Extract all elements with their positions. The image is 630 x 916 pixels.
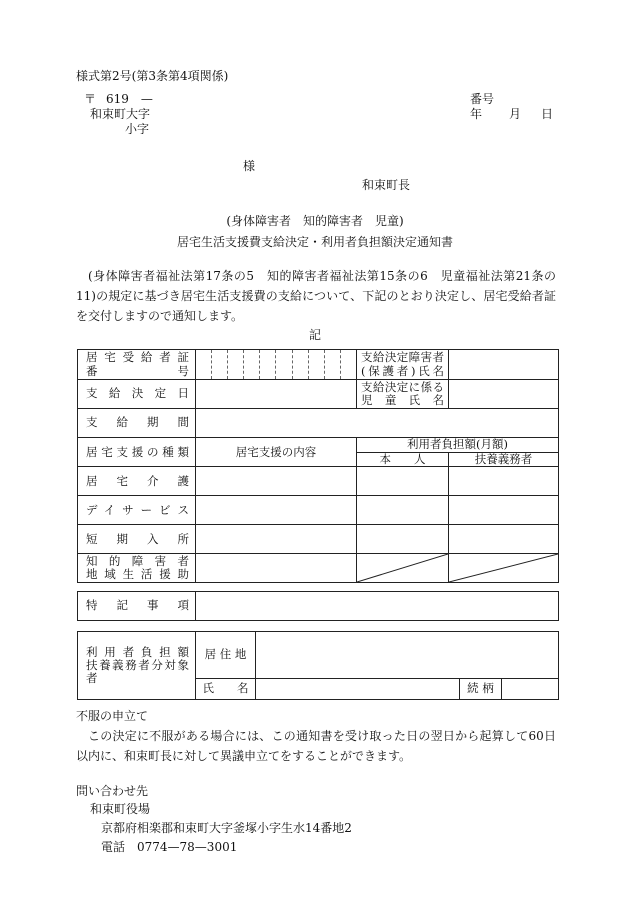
form-id: 様式第2号(第3条第4項関係) xyxy=(76,69,229,83)
row-group-home: 知的障害者 地域生活援助 xyxy=(78,554,196,583)
decision-table xyxy=(77,349,559,583)
month-label: 月 xyxy=(509,107,522,121)
contact-address: 京都府相楽郡和束町大字釜塚小字生水14番地2 xyxy=(101,821,352,835)
relation-field[interactable] xyxy=(502,679,559,700)
year-label: 年 xyxy=(470,107,483,121)
day-service-supporter[interactable] xyxy=(449,496,559,525)
contact-phone: 電話 0774—78—3001 xyxy=(101,840,238,854)
table-row xyxy=(78,496,559,525)
contact-heading: 問い合わせ先 xyxy=(76,784,149,798)
row-day-service: デイサービス xyxy=(78,496,196,525)
cert-number-boxes[interactable] xyxy=(196,350,357,380)
name-label: 氏 名 xyxy=(196,679,256,700)
appeal-heading: 不服の申立て xyxy=(76,709,149,723)
supporter-table xyxy=(77,631,559,700)
postal-code: 619 — xyxy=(106,92,153,106)
table-row xyxy=(78,438,559,453)
day-label: 日 xyxy=(541,107,554,121)
home-care-supporter[interactable] xyxy=(449,467,559,496)
table-row xyxy=(78,350,559,380)
table-row xyxy=(78,554,559,583)
support-content-header: 居宅支援の内容 xyxy=(196,438,357,467)
residence-label: 居 住 地 xyxy=(196,632,256,679)
burden-header: 利用者負担額(月額) xyxy=(357,438,559,453)
day-service-content[interactable] xyxy=(196,496,357,525)
table-row xyxy=(78,467,559,496)
period-field[interactable] xyxy=(196,409,559,438)
title-line-1: (身体障害者 知的障害者 児童) xyxy=(226,214,404,228)
number-label: 番号 xyxy=(470,92,495,106)
postal-mark: 〒 xyxy=(84,92,97,106)
table-row xyxy=(78,409,559,438)
row-home-care: 居宅介護 xyxy=(78,467,196,496)
child-name-label: 支給決定に係る 児童氏名 xyxy=(357,380,449,409)
day-service-self[interactable] xyxy=(357,496,449,525)
notes-field[interactable] xyxy=(196,592,559,621)
guardian-label: 支給決定障害者 (保護者)氏名 xyxy=(357,350,449,380)
name-field[interactable] xyxy=(256,679,460,700)
home-care-self[interactable] xyxy=(357,467,449,496)
cert-number-label: 居宅受給者証 番号 xyxy=(78,350,196,380)
row-short-stay: 短期入所 xyxy=(78,525,196,554)
table-row xyxy=(78,525,559,554)
issuer: 和束町長 xyxy=(362,178,411,192)
short-stay-content[interactable] xyxy=(196,525,357,554)
supporter-header: 扶養義務者 xyxy=(449,453,559,467)
address-line-2: 小字 xyxy=(125,122,150,136)
notes-label: 特記事項 xyxy=(78,592,196,621)
guardian-name-field[interactable] xyxy=(449,350,559,380)
short-stay-self[interactable] xyxy=(357,525,449,554)
notes-table xyxy=(77,591,559,621)
home-care-content[interactable] xyxy=(196,467,357,496)
supporter-label: 利用者負担額 扶養義務者分対象者 xyxy=(78,632,196,700)
short-stay-supporter[interactable] xyxy=(449,525,559,554)
intro-paragraph: (身体障害者福祉法第17条の5 知的障害者福祉法第15条の6 児童福祉法第21条の11)の規定に基づき居宅生活支援費の支給について、下記のとおり決定し、居宅受給者証を交付しますので通知します。 xyxy=(76,269,556,323)
residence-field[interactable] xyxy=(256,632,559,679)
child-name-field[interactable] xyxy=(449,380,559,409)
table-row xyxy=(78,380,559,409)
group-home-content[interactable] xyxy=(196,554,357,583)
recipient-suffix: 様 xyxy=(243,159,256,173)
period-label: 支給期間 xyxy=(78,409,196,438)
group-home-supporter-diagonal xyxy=(449,554,559,583)
address-line-1: 和束町大字 xyxy=(90,107,151,121)
contact-office: 和束町役場 xyxy=(90,802,151,816)
title-line-2: 居宅生活支援費支給決定・利用者負担額決定通知書 xyxy=(176,235,453,249)
appeal-body: この決定に不服がある場合には、この通知書を受け取った日の翌日から起算して60日以内に、和束町長に対して異議申立てをすることができます。 xyxy=(76,729,556,763)
self-header: 本 人 xyxy=(357,453,449,467)
decision-date-field[interactable] xyxy=(196,380,357,409)
decision-date-label: 支給決定日 xyxy=(78,380,196,409)
support-type-header: 居宅支援の種類 xyxy=(78,438,196,467)
relation-label: 続 柄 xyxy=(460,679,502,700)
group-home-self-diagonal xyxy=(357,554,449,583)
ki-mark: 記 xyxy=(308,328,321,342)
